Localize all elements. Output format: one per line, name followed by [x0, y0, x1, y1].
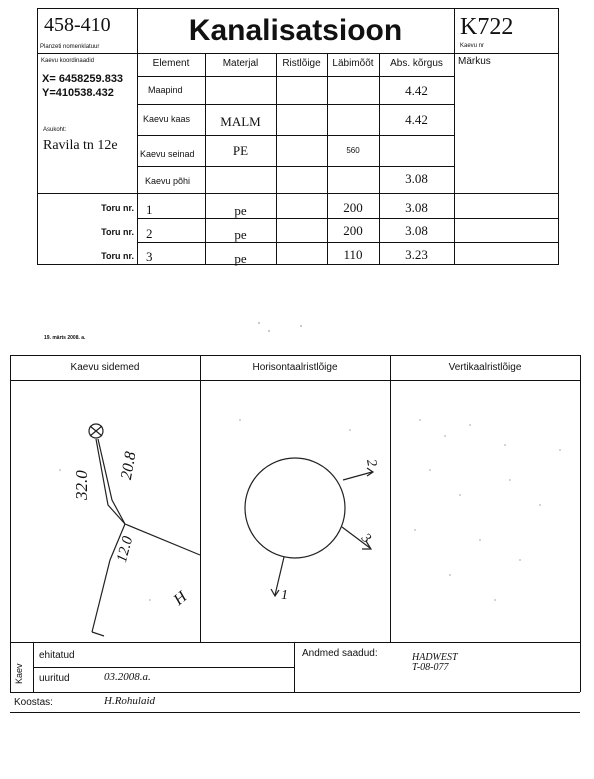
date-note: 19. märts 2008. a. [44, 335, 86, 341]
dimension-label: 12.0 [114, 534, 137, 565]
pipe-diameter: 110 [343, 247, 363, 262]
footer-split-line [294, 642, 295, 692]
row-height: 4.42 [405, 112, 428, 127]
row-material: PE [232, 143, 249, 158]
pipe-number-label: 3 [358, 530, 374, 547]
pipe-label: Toru nr. [101, 203, 134, 213]
row-material: MALM [220, 114, 261, 129]
footer-line [10, 692, 580, 693]
row-height: 3.08 [405, 171, 428, 186]
pipe-diameter: 200 [343, 200, 363, 215]
pipe-number-label: 2 [362, 458, 379, 468]
coords-caption: Kaevu koordinaadid [41, 58, 95, 64]
row-diameter: 560 [346, 146, 360, 155]
pipe-number-label: 1 [281, 588, 288, 603]
row-element: Maapind [148, 85, 183, 95]
pipe-height: 3.08 [405, 200, 428, 215]
pipe-height: 3.23 [405, 247, 428, 262]
surveyed-label: uuritud [39, 673, 70, 684]
horizontal-section-drawing [245, 458, 373, 596]
header-material: Materjal [222, 58, 259, 69]
header-element: Element [152, 58, 190, 69]
row-element: Kaevu kaas [143, 114, 191, 124]
footer-mid-line [33, 667, 294, 668]
pipe-label: Toru nr. [101, 227, 134, 237]
section-title-ties: Kaevu sidemed [70, 362, 140, 373]
author-name: H.Rohulaid [104, 695, 156, 707]
pipe-nr: 2 [146, 226, 153, 241]
source-company: HADWEST [412, 652, 458, 663]
footer-bottom-line [10, 712, 580, 713]
footer-side-line [33, 642, 34, 692]
marker-label: H [170, 588, 191, 609]
header-section: Ristlõige [282, 58, 321, 69]
pipe-nr: 1 [146, 202, 153, 217]
location-value: Ravila tn 12e [43, 138, 118, 153]
header-diameter: Läbimõõt [332, 58, 374, 69]
header-abs-height: Abs. kõrgus [390, 58, 443, 69]
well-caption: Kaevu nr [460, 43, 485, 49]
page-title: Kanalisatsioon [188, 14, 403, 47]
pipe-material: pe [234, 203, 247, 218]
coord-x: X= 6458259.833 [42, 73, 124, 85]
pipe-nr: 3 [146, 249, 153, 264]
nomenclature-number: 458-410 [44, 14, 111, 36]
pipe-diameter: 200 [343, 223, 363, 238]
side-label-well: Kaev [14, 663, 24, 684]
coord-y: Y=410538.432 [42, 87, 114, 99]
pipe-height: 3.08 [405, 223, 428, 238]
author-label: Koostas: [14, 697, 53, 708]
location-caption: Asukoht: [43, 127, 67, 133]
section-title-vertical: Vertikaalristlõige [448, 362, 522, 373]
well-number: K722 [460, 14, 514, 40]
pipe-label: Toru nr. [101, 251, 134, 261]
source-code: T-08-077 [412, 662, 449, 673]
row-height: 4.42 [405, 83, 428, 98]
pipe-material: pe [234, 227, 247, 242]
dimension-label: 32.0 [72, 470, 91, 500]
header-remarks: Märkus [458, 56, 491, 67]
vertical-section-speckles [59, 419, 561, 601]
section-title-horizontal: Horisontaalristlõige [252, 362, 338, 373]
source-label: Andmed saadud: [302, 648, 378, 659]
surveyed-value: 03.2008.a. [104, 671, 151, 683]
footer-top-line [10, 642, 580, 643]
nomenclature-caption: Planzeti nomenklatuur [40, 44, 100, 50]
dimension-label: 20.8 [118, 450, 140, 481]
pipe-material: pe [234, 251, 247, 266]
row-element: Kaevu seinad [140, 149, 195, 159]
row-element: Kaevu põhi [145, 176, 191, 186]
built-label: ehitatud [39, 650, 75, 661]
